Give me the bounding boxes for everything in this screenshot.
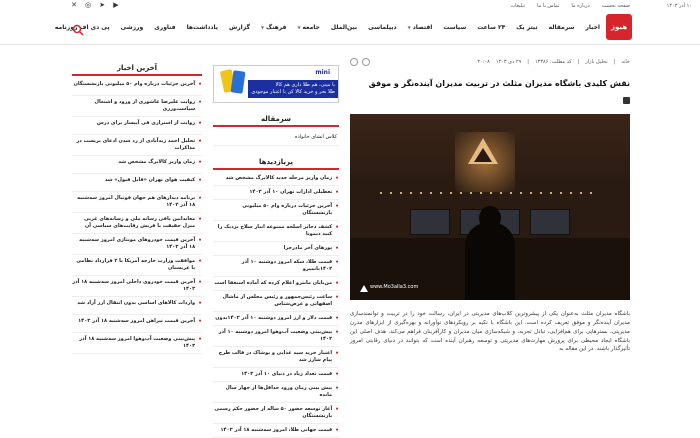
breadcrumb-separator: | (577, 59, 580, 65)
list-item[interactable] (213, 403, 339, 424)
chevron-down-icon: ▼ (260, 25, 265, 30)
article-tools (350, 58, 370, 66)
list-item-text: آخرین قیمت تیراهن امروز سه‌شنبه ۱۸ آذر ۱۴۰۳ (78, 318, 196, 324)
top-links (510, 3, 630, 9)
bullet-icon: • (198, 300, 202, 307)
list-item-text: کیفیت هوای تهران «قابل قبول» شد (104, 177, 196, 183)
list-item[interactable] (72, 255, 202, 276)
list-item-text: برنامه دیدارهای هم جهان فوتبال امروز سه‌شنبه ۱۸ آذر ۱۴۰۳ (77, 195, 196, 208)
nav-label: پی دی اف روزنامه (54, 24, 110, 31)
list-item-text: تحلیل احمد زیدآبادی از رد شدن ادعای بریست در مذاکرات (76, 138, 196, 151)
list-item-text: آخرین جزئیات درباره وام ۵۰ میلیونی بازنشستگان (242, 203, 333, 216)
latest-news-list (72, 78, 202, 354)
bullet-icon: • (335, 245, 339, 252)
list-item[interactable] (72, 333, 202, 354)
list-item[interactable] (72, 315, 202, 333)
article (350, 56, 630, 354)
bullet-icon: • (335, 350, 339, 357)
header-divider (0, 44, 700, 45)
editorial-item[interactable]: کلاس انشای خانواده (213, 129, 339, 146)
list-item-text: زمان واریز مرحله جدید کالابرگ مشخص شد (225, 175, 333, 181)
person-head (479, 206, 501, 230)
topbar (0, 0, 700, 12)
nav-label: بین‌الملل (330, 24, 358, 31)
article-title: نقش کلیدی باشگاه مدیران مثلث در تربیت مدیران آینده‌نگر و موفق (368, 79, 630, 88)
list-item[interactable] (213, 382, 339, 403)
bullet-icon: • (198, 159, 202, 166)
link-icon[interactable] (350, 58, 358, 66)
bullet-icon: • (335, 280, 339, 287)
list-item-text: آغاز توسعه حضور ۵۰ ساله از حضور حکم رسمی بازنشستگان (214, 406, 333, 419)
most-viewed-title: پربازدیدها (213, 156, 339, 170)
bullet-icon: • (198, 81, 202, 88)
breadcrumb-separator: | (527, 59, 529, 65)
banner-line-2: طلا بخر و خرید کالا کن با اعتبار موجودی مینی (251, 89, 335, 102)
breadcrumb-category[interactable]: تحلیل بازار (585, 59, 608, 65)
banner-line-1: با مینی، هم طلا داری هم کالا (275, 82, 335, 88)
nav-label: سرمقاله (548, 24, 575, 31)
list-item[interactable] (213, 221, 339, 242)
latest-news-title: آخرین اخبار (72, 62, 202, 76)
list-item-text: موافقت وزارت خارجه آمریکا با ۲ قرارداد نظامی با عربستان (76, 258, 196, 271)
list-item[interactable] (213, 291, 339, 312)
breadcrumb-separator: | (613, 59, 616, 65)
list-item-text: اعتبار خرید سید غذایی و پوشاک در قالب طرح پیام شارژ شد (218, 350, 333, 363)
list-item-text: آخرین جزئیات درباره وام ۵۰ میلیونی بازنشستگان (73, 81, 196, 87)
nav-item-diplomacy[interactable] (368, 24, 396, 31)
list-item[interactable] (213, 312, 339, 326)
nav-item-headline[interactable] (516, 24, 537, 31)
watermark-logo (360, 285, 368, 292)
top-link-ads[interactable]: تبلیغات (510, 3, 526, 9)
list-item[interactable] (72, 174, 202, 192)
site-logo[interactable] (606, 14, 632, 40)
list-item[interactable] (72, 135, 202, 156)
list-item[interactable] (72, 117, 202, 135)
list-item-text: آخرین قیمت خودروهای مونتاژی امروز سه‌شنبه ۱۸ آذر ۱۴۰۳ (79, 237, 196, 250)
bullet-icon: • (335, 371, 339, 378)
bullet-icon: • (198, 318, 202, 325)
chevron-down-icon: ▼ (297, 25, 301, 30)
bullet-icon: • (335, 315, 339, 322)
list-item[interactable] (213, 172, 339, 186)
list-item-text: کشف ذخایر اسلحه ممنوعه انبار سلاح نزدیک را کنید دیمونا (217, 224, 333, 237)
list-item[interactable] (213, 368, 339, 382)
bullet-icon: • (198, 216, 202, 223)
nav-item-international[interactable] (331, 24, 357, 31)
nav-item-economy[interactable] (408, 24, 433, 31)
list-item-text: پورهای آخر مادرچرا (283, 245, 333, 251)
ad-banner[interactable] (213, 65, 339, 103)
bullet-icon: • (335, 203, 339, 210)
bullet-icon: • (198, 279, 202, 286)
list-item-text: من‌بایان مانترو اعلام کرده که آماده استعفا است (214, 280, 333, 286)
list-item-text: پیش بینی زمان ورود حداقل‌ها از چهار سال مانده (225, 385, 333, 398)
nav-label: گزارش (228, 24, 250, 31)
list-item[interactable] (72, 297, 202, 315)
nav-item-politics[interactable] (443, 24, 466, 31)
search-icon[interactable] (72, 21, 84, 33)
phone-image (231, 70, 246, 93)
list-item-text: تعطیلی ادارات تهران ۱۰ آذر ۱۴۰۳ (249, 189, 333, 195)
chevron-down-icon: ▼ (407, 25, 411, 30)
instagram-icon[interactable]: ◎ (84, 1, 92, 9)
list-item-text: قیمت جهانی طلا، امروز سه‌شنبه ۱۸ آذر ۱۴۰۳ (220, 427, 333, 433)
list-item-text: قیمت دلار و ارز امروز دوشنبه ۱۰ آذر ۱۴۰۳بدون (215, 315, 333, 321)
nav-label: فرهنگ (266, 24, 287, 31)
list-item[interactable] (213, 186, 339, 200)
top-link-about[interactable]: درباره ما (571, 3, 590, 9)
latest-news-panel (72, 62, 202, 354)
bullet-icon: • (335, 329, 339, 336)
list-item[interactable] (72, 276, 202, 297)
nav-label: ۲۴ ساعت (477, 24, 506, 31)
nav-item-society[interactable] (297, 24, 319, 31)
article-time: ۲۰:۰۸ (477, 59, 490, 65)
list-item-text: پیش‌بینی وضعیت آب‌وهوا امروز سه‌شنبه ۱۸ آذر ۱۴۰۳ (79, 336, 196, 349)
triangle-logo-inner (474, 148, 492, 162)
list-item-text: قیمت تعداد زیاد در دنیای ۱۰ آذر ۱۴۰۳ (241, 371, 333, 377)
list-item[interactable] (72, 156, 202, 174)
middle-column (213, 65, 339, 438)
bullet-icon: • (335, 259, 339, 266)
nav-item-culture[interactable] (261, 24, 287, 31)
bullet-icon: • (198, 177, 202, 184)
nav-item-sports[interactable] (121, 24, 144, 31)
list-item[interactable] (213, 277, 339, 291)
list-item-text: زمان واریز کالابرگ مشخص شد (118, 159, 196, 165)
banner-text (248, 80, 338, 102)
bullet-icon: • (198, 195, 202, 202)
nav-item-notes[interactable] (187, 24, 218, 31)
bullet-icon: • (335, 294, 339, 301)
nav-label: یادداشت‌ها (186, 24, 218, 31)
header-date: ۱۰ آذر ۱۴۰۳ (666, 3, 692, 9)
nav-label: جامعه (302, 24, 320, 31)
list-item[interactable] (213, 256, 339, 277)
monitor (530, 209, 570, 235)
bullet-icon: • (335, 175, 339, 182)
top-link-home[interactable]: صفحه نخست (601, 3, 630, 9)
nav-label: تیتر یک (516, 24, 538, 31)
list-item[interactable] (72, 213, 202, 234)
top-link-contact[interactable]: تماس با ما (537, 3, 560, 9)
print-icon[interactable] (362, 58, 370, 66)
person-silhouette (465, 222, 515, 300)
list-item[interactable] (213, 347, 339, 368)
list-item-text: روایت علیرضا عاشوری از ورود و اشتغال سیاست‌ورزی (94, 99, 196, 112)
bullet-icon: • (198, 258, 202, 265)
list-item-text: قیمت طلا، سکه امروز دوشنبه ۱۰ آذر ۱۴۰۳بانمیرو (241, 259, 333, 272)
list-item-text: آخرین قیمت خودروی داخلی امروز سه‌شنبه ۱۸ آذر ۱۴۰۳ (72, 279, 196, 292)
list-item[interactable] (213, 326, 339, 347)
bullet-icon: • (198, 336, 202, 343)
list-item-text: پیش‌بینی وضعیت آب‌وهوا امروز دوشنبه ۱۰ آذر ۱۴۰۳ (218, 329, 333, 342)
string-lights (380, 192, 600, 194)
list-item[interactable] (72, 234, 202, 255)
social-links (70, 1, 120, 9)
bullet-icon: • (198, 138, 202, 145)
nav-label: اخبار (585, 24, 600, 31)
bullet-icon: • (335, 385, 339, 392)
nav-label: دیپلماسی (368, 24, 397, 31)
article-body: باشگاه مدیران مثلث به‌عنوان یکی از پیشروترین کلاب‌های مدیریتی در ایران، رسالت خود را در تربیت و توانمندسازی مدیران آینده‌نگر و موفق تعریف کرده است. این باشگاه با تکیه بر رویکردهای نوآورانه و بهره‌گیری از ابزارهای مدرن مدیریتی، بسترهایی برای هم‌افزایی، تبادل تجربه، و شبکه‌سازی میان مدیران و کارآفرینان فراهم می‌کند. هدف اصلی این باشگاه ایجاد محیطی برای پرورش مهارت‌های مدیریتی و توسعه رهبران آینده است که بتوانند در دنیای رقابتی امروز تأثیرگذار باشند. در این مقاله به (350, 311, 630, 353)
share-icon[interactable] (623, 97, 630, 104)
share-bar (350, 97, 630, 104)
article-image (350, 114, 630, 300)
bullet-icon: • (335, 224, 339, 231)
main-nav (55, 24, 600, 31)
youtube-icon[interactable]: ▶ (113, 1, 119, 9)
site-logo-text: هیوز (610, 22, 628, 31)
twitter-icon[interactable]: ✕ (71, 1, 77, 9)
nav-label: اقتصاد (412, 24, 433, 31)
nav-item-news[interactable] (585, 24, 600, 31)
bullet-icon: • (335, 189, 339, 196)
list-item-text: ساعت رئیس‌جمهور و رئیس مجلس از ماشال اصفهانی و عرض‌شناس (222, 294, 333, 307)
bullet-icon: • (335, 427, 339, 434)
list-item[interactable] (72, 78, 202, 96)
breadcrumb-home[interactable]: خانه (621, 59, 630, 65)
telegram-icon[interactable]: ➤ (99, 1, 105, 9)
image-watermark: www.Mo3alla3.com (370, 284, 419, 291)
breadcrumb (350, 56, 630, 68)
list-item-text: واردات کالاهای اساسی بدون انتقال ارز آزاد شد (77, 300, 196, 306)
list-item[interactable] (213, 424, 339, 438)
editorial-title: سرمقاله (213, 113, 339, 127)
bullet-icon: • (198, 120, 202, 127)
list-item[interactable] (72, 192, 202, 213)
banner-brand: mini (315, 69, 330, 76)
most-viewed-list (213, 172, 339, 438)
list-item[interactable] (213, 200, 339, 221)
nav-label: سیاست (443, 24, 467, 31)
nav-item-24h[interactable] (477, 24, 505, 31)
list-item[interactable] (72, 96, 202, 117)
article-code: کد مطلب: ۱۳۳۸۶ (534, 59, 572, 65)
nav-label: فناوری (154, 24, 176, 31)
article-date: ۲۹ دی ۱۴۰۳ (495, 59, 522, 65)
list-item-text: معاندانین باقی رسانه ملی و رسانه‌های غربی منزل حقیقت با فریش رقابت‌های سیاسی آن (84, 216, 196, 229)
list-item-text: روایت از استرازی فی آیپسار برای درس (96, 120, 196, 126)
nav-label: ورزشی (120, 24, 144, 31)
nav-item-editorial[interactable] (549, 24, 575, 31)
list-item[interactable] (213, 242, 339, 256)
bullet-icon: • (335, 406, 339, 413)
bullet-icon: • (198, 237, 202, 244)
nav-item-report[interactable] (229, 24, 250, 31)
nav-item-tech[interactable] (154, 24, 175, 31)
bullet-icon: • (198, 99, 202, 106)
monitor (410, 209, 450, 235)
